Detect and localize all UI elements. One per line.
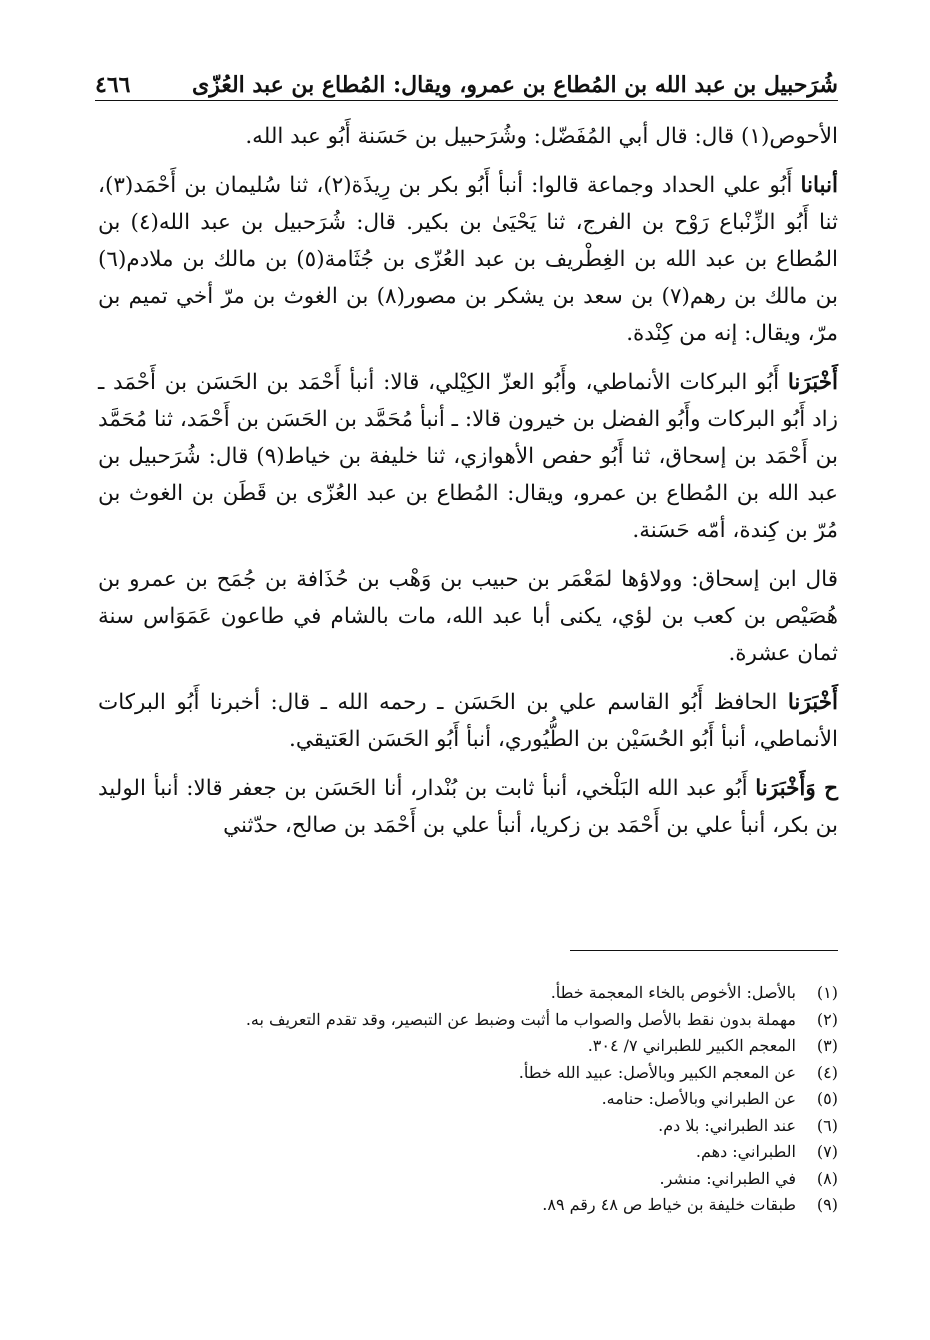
footnote-number: (٥) (816, 1089, 838, 1108)
running-title: شُرَحبيل بن عبد الله بن المُطاع بن عمرو، ويقال: المُطاع بن عبد العُزّى (191, 72, 838, 98)
paragraph-lead: ح وَأَخْبَرَنا (755, 776, 838, 801)
footnote-number: (٦) (816, 1115, 838, 1135)
paragraph-6 (98, 770, 838, 844)
paragraph-text: الأحوص(١) قال: قال أبي المُفَضّل: وشُرَحبيل بن حَسَنة أَبُو عبد الله. (245, 124, 838, 149)
paragraph-text: أَبُو البركات الأنماطي، وأَبُو العزّ الكِيْلي، قالا: أنبأ أَحْمَد بن الحَسَن بن أَحْمَد ـ زاد أَبُو البركات وأَبُو الفضل بن خيرون قالا: ـ أنبأ مُحَمَّد بن الحَسَن بن أَحْمَد، ثنا مُحَمَّد بن أَحْمَد بن إسحاق، ثنا أَبُو حفص الأهوازي، ثنا خليفة بن خياط(٩) قال: شُرَحبيل بن عبد الله بن المُطاع بن عمرو، ويقال: المُطاع بن عبد العُزّى بن قَطَن بن الغوث بن مُرّ بن كِندة، أمّه حَسَنة. (98, 370, 838, 543)
paragraph-text: أَبُو علي الحداد وجماعة قالوا: أنبأ أَبُو بكر بن رِيذَة(٢)، ثنا سُليمان بن أَحْمَد(٣)، ثنا أَبُو الزِّنْباع رَوْح بن الفرج، ثنا يَحْيَىٰ بن بكير. قال: شُرَحبيل بن عبد الله(٤) بن المُطاع بن عبد الله بن الغِطْريف بن عبد العُزّى بن جُثَامة(٥) بن مالك بن ملادم(٦) بن مالك بن رهم(٧) بن سعد بن يشكر بن مصور(٨) بن الغوث بن مرّ أخي تميم بن مرّ، ويقال: إنه من كِنْدة. (98, 173, 839, 346)
footnote-9 (98, 1192, 838, 1219)
footnote-number: (٩) (816, 1195, 838, 1214)
footnote-text: المعجم الكبير للطبراني ٧/ ٣٠٤. (587, 1036, 796, 1055)
footnote-number: (٤) (816, 1062, 838, 1082)
footnote-text: في الطبراني: منشر. (659, 1168, 796, 1188)
footnote-text: طبقات خليفة بن خياط ص ٤٨ رقم ٨٩. (542, 1195, 796, 1214)
footnotes (98, 980, 838, 1219)
main-text (98, 118, 838, 856)
paragraph-3 (98, 364, 838, 549)
footnote-number: (٨) (816, 1168, 838, 1188)
footnote-number: (٧) (816, 1142, 838, 1161)
page-number: ٤٦٦ (95, 72, 131, 98)
paragraph-lead: أَخْبَرَنا (787, 370, 838, 395)
footnote-divider (570, 950, 838, 951)
footnote-2 (98, 1007, 838, 1034)
paragraph-text: الحافظ أَبُو القاسم علي بن الحَسَن ـ رحمه الله ـ قال: أخبرنا أَبُو البركات الأنماطي، أنبأ أَبُو الحُسَيْن بن الطُّيُوري، أنبأ أَبُو الحَسَن العَتيقي. (98, 690, 838, 752)
page-header (95, 58, 838, 98)
footnote-6 (98, 1113, 838, 1140)
footnote-number: (١) (816, 983, 838, 1002)
paragraph-4 (98, 561, 838, 672)
footnote-number: (٢) (816, 1009, 838, 1029)
footnote-text: بالأصل: الأخوص بالخاء المعجمة خطأ. (550, 983, 796, 1002)
footnote-text: عند الطبراني: بلا دم. (658, 1115, 796, 1135)
footnote-8 (98, 1166, 838, 1193)
header-divider (95, 100, 838, 101)
paragraph-text: أَبُو عبد الله البَلْخي، أنبأ ثابت بن بُنْدار، أنا الحَسَن بن جعفر قالا: أنبأ الوليد بن بكر، أنبأ علي بن أَحْمَد بن زكريا، أنبأ علي بن أَحْمَد بن صالح، حدّثني (98, 776, 838, 838)
paragraph-2 (98, 167, 838, 352)
paragraph-1 (98, 118, 838, 155)
footnote-5 (98, 1086, 838, 1113)
paragraph-lead: أَخْبَرَنا (787, 690, 838, 715)
footnote-text: مهملة بدون نقط بالأصل والصواب ما أثبت وضبط عن التبصير، وقد تقدم التعريف به. (245, 1009, 796, 1029)
footnote-number: (٣) (816, 1036, 838, 1055)
paragraph-text: قال ابن إسحاق: وولاؤها لمَعْمَر بن حبيب بن وَهْب بن حُذَافة بن جُمَح بن عمرو بن هُصَيْص بن كعب بن لؤي، يكنى أبا عبد الله، مات بالشام في طاعون عَمَوَاس سنة ثمان عشرة. (98, 567, 838, 666)
footnote-1 (98, 980, 838, 1007)
footnote-text: عن المعجم الكبير وبالأصل: عبيد الله خطأ. (518, 1062, 796, 1082)
footnote-text: عن الطبراني وبالأصل: حنامه. (601, 1089, 796, 1108)
footnote-3 (98, 1033, 838, 1060)
footnote-7 (98, 1139, 838, 1166)
paragraph-5 (98, 684, 838, 758)
footnote-4 (98, 1060, 838, 1087)
footnote-text: الطبراني: دهم. (695, 1142, 796, 1161)
paragraph-lead: أنبانا (800, 173, 838, 198)
